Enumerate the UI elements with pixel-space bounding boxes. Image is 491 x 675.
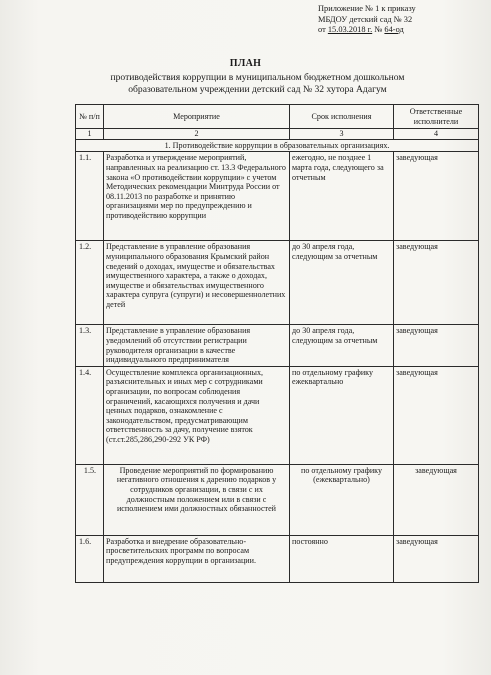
appendix-prefix: от	[318, 25, 328, 34]
column-number: 1	[76, 129, 104, 140]
row-number: 1.2.	[76, 241, 104, 325]
appendix-note	[318, 4, 488, 36]
appendix-number: 64-од	[384, 25, 404, 34]
row-event: Проведение мероприятий по формированию негативного отношения к дарению подарков у сотрудников организации, в связи с их должностным положением или в связи с исполнением ими должностных обязанностей	[104, 464, 290, 535]
row-responsible: заведующая	[394, 366, 479, 464]
row-deadline: постоянно	[290, 535, 394, 582]
row-responsible: заведующая	[394, 464, 479, 535]
section-title: 1. Противодействие коррупции в образовательных организациях.	[76, 139, 479, 152]
row-responsible: заведующая	[394, 325, 479, 366]
row-event: Представление в управление образования муниципального образования Крымский район сведений о доходах, имуществе и обязательствах имущественного характера, а также о доходах, имуществе и обязательствах имущественного характера супруга (супруги) и несовершеннолетних детей	[104, 241, 290, 325]
table-row	[76, 535, 479, 582]
table-row	[76, 366, 479, 464]
table-row	[76, 325, 479, 366]
row-event: Разработка и внедрение образовательно-просветительских программ по вопросам предупреждения коррупции в организации.	[104, 535, 290, 582]
section-row	[76, 139, 479, 152]
header-responsible: Ответственные исполнители	[394, 105, 479, 129]
appendix-mid: №	[372, 25, 385, 34]
column-number-row	[76, 129, 479, 140]
table-row	[76, 152, 479, 241]
row-deadline: ежегодно, не позднее 1 марта года, следующего за отчетным	[290, 152, 394, 241]
appendix-date: 15.03.2018 г.	[327, 25, 373, 34]
header-number: № п/п	[76, 105, 104, 129]
column-number: 4	[394, 129, 479, 140]
subtitle-line-2: образовательном учреждении детский сад № 32 хутора Адагум	[128, 83, 387, 95]
document-title: ПЛАН	[229, 58, 262, 69]
row-responsible: заведующая	[394, 152, 479, 241]
appendix-line-3	[318, 25, 488, 36]
document-subtitle	[60, 72, 455, 95]
subtitle-line-1: противодействия коррупции в муниципальном бюджетном дошкольном	[110, 72, 405, 83]
table-row	[76, 464, 479, 535]
table-row	[76, 241, 479, 325]
row-deadline: до 30 апреля года, следующим за отчетным	[290, 325, 394, 366]
header-deadline: Срок исполнения	[290, 105, 394, 129]
row-number: 1.3.	[76, 325, 104, 366]
appendix-line-1: Приложение № 1 к приказу	[318, 4, 416, 13]
column-number: 2	[104, 129, 290, 140]
row-number: 1.1.	[76, 152, 104, 241]
row-event: Разработка и утверждение мероприятий, направленных на реализацию ст. 13.3 Федерального закона «О противодействии коррупции» с учетом Методических рекомендации Минтруда России от 08.11.2013 по разработке и принятию организациями мер по предупреждению и противодействию коррупции	[104, 152, 290, 241]
row-deadline: по отдельному графику ежеквартально	[290, 366, 394, 464]
header-event: Мероприятие	[104, 105, 290, 129]
row-responsible: заведующая	[394, 535, 479, 582]
row-number: 1.4.	[76, 366, 104, 464]
row-deadline: до 30 апреля года, следующим за отчетным	[290, 241, 394, 325]
row-event: Осуществление комплекса организационных, разъяснительных и иных мер с сотрудниками организации, по вопросам соблюдения ограничений, касающихся получения и дачи ценных подарков, ознакомление с законодательством, предусматривающим ответственность за дачу, получение взяток (ст.ст.285,286,290-292 УК РФ)	[104, 366, 290, 464]
appendix-line-2: МБДОУ детский сад № 32	[318, 14, 413, 24]
plan-table	[75, 104, 479, 583]
row-responsible: заведующая	[394, 241, 479, 325]
row-event: Представление в управление образования уведомлений об отсутствии регистрации руководителя организации в качестве индивидуального предпринимателя	[104, 325, 290, 366]
row-number: 1.6.	[76, 535, 104, 582]
row-deadline: по отдельному графику (ежеквартально)	[290, 464, 394, 535]
table-header-row	[76, 105, 479, 129]
column-number: 3	[290, 129, 394, 140]
row-number: 1.5.	[76, 464, 104, 535]
